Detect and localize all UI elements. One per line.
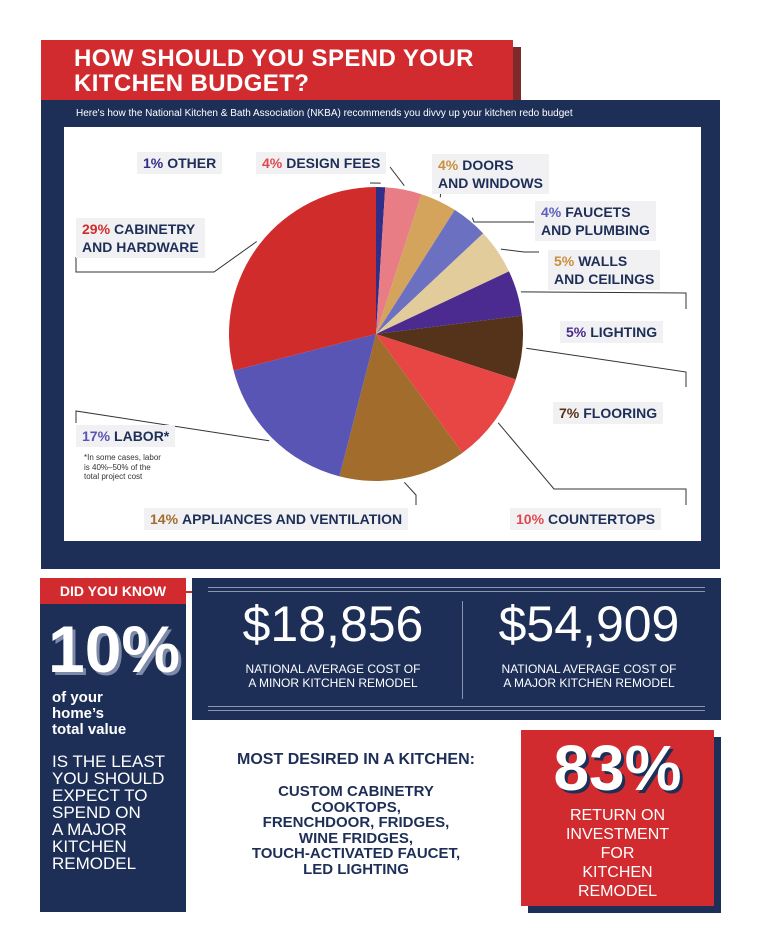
major-cost-value: $54,909 bbox=[498, 596, 680, 652]
slice-pct: 29% bbox=[82, 221, 111, 237]
roi-line: INVESTMENT bbox=[565, 826, 670, 843]
leader-line bbox=[521, 292, 686, 309]
leader-line bbox=[404, 482, 416, 505]
caption-line: total value bbox=[52, 721, 127, 738]
slice-label-design-fees bbox=[256, 152, 386, 174]
desired-item: TOUCH-ACTIVATED FAUCET, bbox=[251, 845, 461, 862]
slice-name: APPLIANCES AND VENTILATION bbox=[182, 511, 403, 527]
desired-title: MOST DESIRED IN A KITCHEN: bbox=[237, 751, 475, 768]
slice-label-cabinetry bbox=[76, 218, 205, 258]
slice-pct: 4% bbox=[438, 157, 459, 173]
body-line: REMODEL bbox=[52, 854, 137, 873]
major-cost-label bbox=[463, 662, 715, 690]
cost-stripe bbox=[208, 710, 705, 711]
slice-name: FLOORING bbox=[583, 405, 658, 421]
footnote-line: is 40%–50% of the bbox=[84, 462, 151, 472]
page-title: HOW SHOULD YOU SPEND YOUR KITCHEN BUDGET? bbox=[74, 45, 474, 97]
leader-line bbox=[472, 218, 534, 222]
leader-line bbox=[390, 167, 404, 186]
leader-line bbox=[501, 249, 539, 252]
slice-label-faucets-plumbing bbox=[535, 201, 656, 241]
slice-pct: 4% bbox=[262, 155, 283, 171]
cost-stripe bbox=[208, 706, 705, 707]
slice-pct: 5% bbox=[566, 324, 587, 340]
leader-line bbox=[498, 423, 686, 505]
slice-label-countertops bbox=[510, 508, 661, 530]
body-line: IS THE LEAST bbox=[52, 752, 166, 771]
slice-name: LIGHTING bbox=[590, 324, 658, 340]
slice-pct: 5% bbox=[554, 253, 575, 269]
desired-item: CUSTOM CABINETRY bbox=[278, 783, 434, 800]
slice-label-doors-windows bbox=[432, 154, 549, 194]
slice-pct: 10% bbox=[516, 511, 545, 527]
slice-name: CABINETRY bbox=[114, 221, 196, 237]
body-line: SPEND ON bbox=[52, 803, 141, 822]
slice-name: COUNTERTOPS bbox=[548, 511, 656, 527]
footnote-line: *In some cases, labor bbox=[84, 453, 161, 462]
minor-cost-value: $18,856 bbox=[242, 596, 424, 652]
roi-line: FOR bbox=[600, 845, 635, 862]
slice-label-appliances bbox=[144, 508, 408, 530]
roi-line: KITCHEN bbox=[582, 864, 653, 881]
slice-pct: 1% bbox=[143, 155, 164, 171]
desired-item: FRENCHDOOR, FRIDGES, bbox=[262, 814, 450, 831]
slice-name: DOORS bbox=[462, 157, 514, 173]
body-line: KITCHEN bbox=[52, 837, 127, 856]
roi-line: RETURN ON bbox=[569, 807, 666, 824]
body-line: EXPECT TO bbox=[52, 786, 148, 805]
slice-label-labor bbox=[76, 425, 175, 447]
caption-line: home’s bbox=[52, 705, 104, 722]
slice-label-walls-ceilings bbox=[548, 250, 660, 290]
caption-line: of your bbox=[52, 689, 103, 706]
slice-pct: 17% bbox=[82, 428, 111, 444]
slice-name-line2: AND PLUMBING bbox=[541, 222, 650, 238]
slice-pct: 14% bbox=[150, 511, 179, 527]
slice-name: DESIGN FEES bbox=[286, 155, 381, 171]
slice-label-other bbox=[137, 152, 222, 174]
desired-item: LED LIGHTING bbox=[303, 860, 409, 878]
label-line: A MAJOR KITCHEN REMODEL bbox=[503, 676, 675, 690]
slice-label-lighting bbox=[560, 321, 663, 343]
slice-name-line2: AND CEILINGS bbox=[554, 271, 655, 287]
slice-name-line2: AND WINDOWS bbox=[438, 175, 543, 191]
slice-name: WALLS bbox=[578, 253, 628, 269]
slice-name-line2: AND HARDWARE bbox=[82, 239, 199, 255]
body-line: YOU SHOULD bbox=[52, 769, 165, 788]
slice-name: LABOR* bbox=[114, 428, 170, 444]
labor-footnote bbox=[84, 453, 161, 482]
body-line: A MAJOR bbox=[52, 820, 127, 839]
desired-item: COOKTOPS, bbox=[311, 798, 401, 816]
did-you-know-percent: 10% bbox=[48, 612, 181, 686]
leader-line bbox=[526, 348, 686, 387]
chart-subtitle: Here's how the National Kitchen & Bath Association (NKBA) recommends you divvy up your kitchen redo budget bbox=[76, 108, 573, 119]
label-line: NATIONAL AVERAGE COST OF bbox=[245, 662, 421, 676]
slice-name: OTHER bbox=[167, 155, 217, 171]
did-you-know-body bbox=[52, 753, 182, 872]
roi-line: REMODEL bbox=[577, 883, 658, 900]
did-you-know-caption bbox=[52, 690, 182, 738]
slice-label-flooring bbox=[553, 402, 663, 424]
roi-caption bbox=[521, 806, 714, 901]
slice-pct: 4% bbox=[541, 204, 562, 220]
label-line: A MINOR KITCHEN REMODEL bbox=[248, 676, 418, 690]
desired-list bbox=[196, 784, 516, 877]
slice-pct: 7% bbox=[559, 405, 580, 421]
minor-cost-label bbox=[204, 662, 462, 690]
roi-percent: 83% bbox=[553, 732, 682, 804]
cost-stripe bbox=[208, 587, 705, 588]
label-line: NATIONAL AVERAGE COST OF bbox=[501, 662, 677, 676]
footnote-line: total project cost bbox=[84, 472, 143, 481]
cost-stripe bbox=[208, 591, 705, 592]
did-you-know-tag: DID YOU KNOW bbox=[40, 578, 186, 604]
slice-name: FAUCETS bbox=[565, 204, 631, 220]
desired-item: WINE FRIDGES, bbox=[298, 829, 414, 847]
